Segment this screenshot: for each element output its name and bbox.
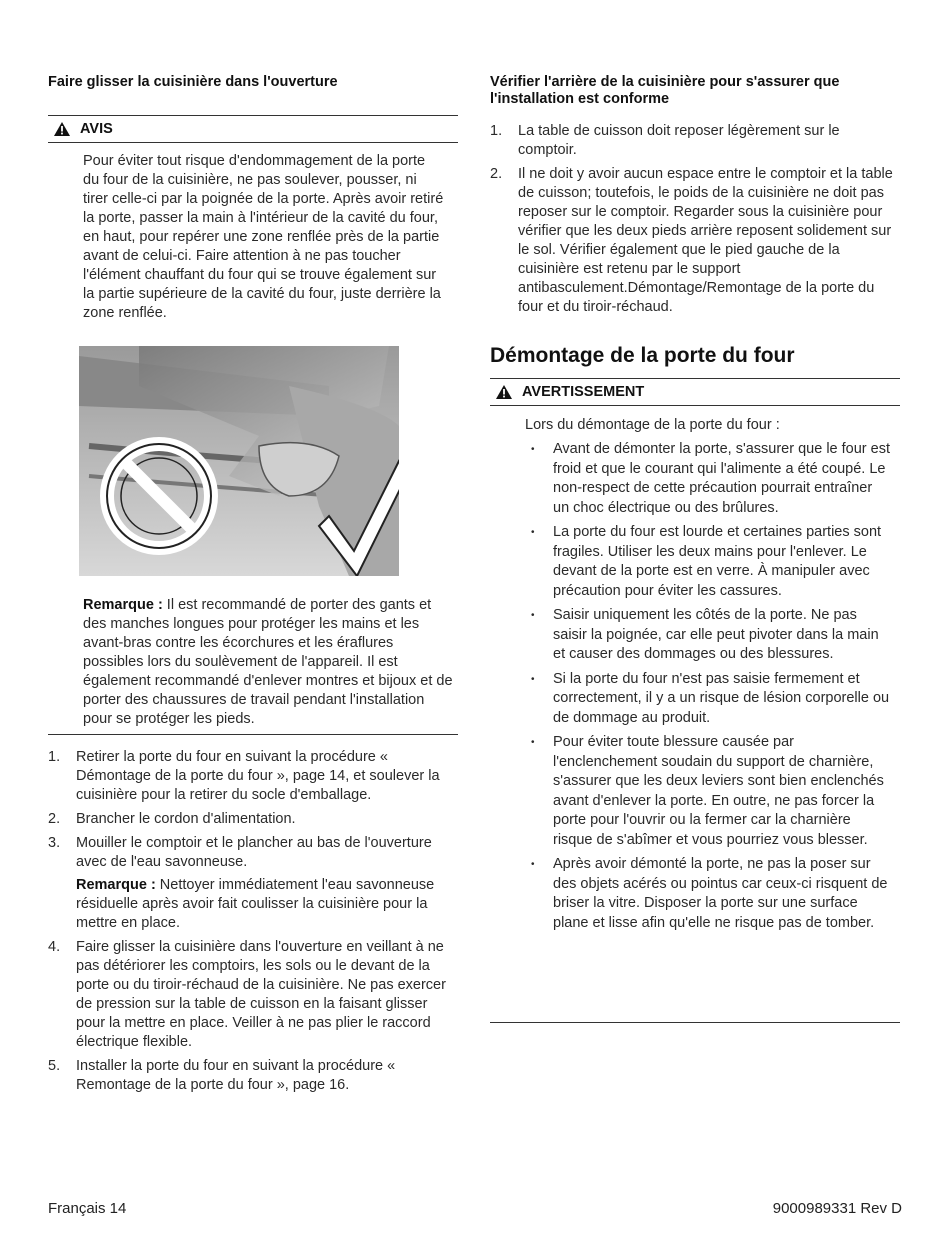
warning-header xyxy=(490,378,900,406)
illustration-svg xyxy=(79,346,399,576)
page-section-title: Démontage de la porte du four xyxy=(490,344,795,367)
notice-text: Pour éviter tout risque d'endommagement de la porte du four de la cuisinière, ne pas soulever, pousser, ni tirer celle-ci par la poignée de la porte. Après avoir retiré la porte, passer la main à l'intérieur de la cavité du four, en haut, pour repérer une zone renflée près de la partie avant de celui-ci. Faire attention à ne pas toucher l'élément chauffant du four qui se trouve également sur la partie supérieure de la cavité du four, juste derrière la zone renflée. xyxy=(83,153,444,321)
warning-label: AVERTISSEMENT xyxy=(522,384,645,400)
list-item: 5. Installer la porte du four en suivant la procédure « Remontage de la porte du four », page 16. xyxy=(48,1058,396,1093)
step3-remark: Remarque : Nettoyer immédiatement l'eau savonneuse résiduelle après avoir fait coulisser la cuisinière pour la mettre en place. xyxy=(76,877,435,931)
warning-triangle-icon xyxy=(54,122,70,136)
list-item: 3. Mouiller le comptoir et le plancher au bas de l'ouverture avec de l'eau savonneuse. Remarque : Nettoyer immédiatement l'eau savonneuse résiduelle après avoir fait coulisser la cuisinière pour la mettre en place. xyxy=(48,834,458,933)
list-item: • La porte du four est lourde et certaines parties sont fragiles. Utiliser les deux mains pour l'enlever. Le devant de la porte est en verre. À manipuler avec précaution pour éviter les cassures. xyxy=(531,524,882,599)
list-item: 2. Il ne doit y avoir aucun espace entre le comptoir et la table de cuisson; toutefois, le poids de la cuisinière ne doit pas reposer sur le comptoir. Regarder sous la cuisinière pour vérifier que les deux pieds arrière reposent solidement sur le sol. Vérifier également que le pied gauche de la cuisinière est retenu par le support antibasculement.Démontage/Remontage de la porte du four et du tiroir-réchaud. xyxy=(490,166,893,315)
notice-label: AVIS xyxy=(80,121,113,137)
list-item: • Pour éviter toute blessure causée par l'enclenchement soudain du support de charnière, s'assurer que les deux leviers sont bien enclenchés avant d'enlever la porte. En outre, ne pas forcer la porte pour l'ouvrir ou la fermer car la charnière risque de s'abîmer et vous pourriez vous blesser. xyxy=(531,734,884,848)
section-heading-slide-range: Faire glisser la cuisinière dans l'ouverture xyxy=(48,74,338,90)
warning-triangle-icon xyxy=(496,385,512,399)
list-item: 4. Faire glisser la cuisinière dans l'ouverture en veillant à ne pas détériorer les comptoirs, les sols ou le devant de la porte ou du tiroir-réchaud de la cuisinière. Ne pas exercer de pression sur la table de cuisson en la faisant glisser pour la mettre en place. Veiller à ne pas plier le raccord électrique flexible. xyxy=(48,939,446,1050)
warning-bottom-rule xyxy=(490,1022,900,1023)
warning-intro: Lors du démontage de la porte du four : xyxy=(525,417,780,433)
list-item: • Avant de démonter la porte, s'assurer que le four est froid et que le courant qui l'alimente a été coupé. Le non-respect de cette précaution pourrait entraîner un choc électrique ou des brûlures. xyxy=(531,441,890,516)
illustration-oven-cavity xyxy=(79,346,399,576)
footer-doc-number: 9000989331 Rev D xyxy=(772,1200,902,1217)
notice-header xyxy=(48,115,458,143)
list-item: 2. Brancher le cordon d'alimentation. xyxy=(48,811,296,827)
list-item: • Si la porte du four n'est pas saisie fermement et correctement, il y a un risque de lésion corporelle ou de dommage au produit. xyxy=(531,670,890,726)
list-item: • Saisir uniquement les côtés de la porte. Ne pas saisir la poignée, car elle peut pivoter dans la main et causer des dommages ou des blessures. xyxy=(531,607,879,662)
check-steps-list xyxy=(490,122,900,322)
right-column xyxy=(490,72,900,1072)
install-steps-list xyxy=(48,748,458,1100)
remark-label: Remarque : xyxy=(83,597,163,613)
notice-bottom-rule xyxy=(48,734,458,735)
list-item: • Après avoir démonté la porte, ne pas la poser sur des objets acérés ou pointus car ceux-ci risquent de briser la vitre. Disposer la porte sur une surface plane et lisse afin qu'elle ne risque pas de tomber. xyxy=(531,856,888,931)
remark-paragraph xyxy=(83,596,453,729)
list-item: 1. Retirer la porte du four en suivant la procédure « Démontage de la porte du four », page 14, et soulever la cuisinière pour la retirer du socle d'emballage. xyxy=(48,749,440,803)
list-item: 1. La table de cuisson doit reposer légèrement sur le comptoir. xyxy=(490,123,840,158)
warning-bullets xyxy=(525,440,890,938)
left-column xyxy=(48,72,458,1132)
section-heading-check-rear: Vérifier l'arrière de la cuisinière pour s'assurer que l'installation est conforme xyxy=(490,74,840,107)
remark-text: Il est recommandé de porter des gants et des manches longues pour protéger les mains et les avant-bras contre les écorchures et les éraflures possibles lors du soulèvement de l'appareil. Il est également recommandé d'enlever montres et bijoux et de porter des chaussures de travail pendant l'installation pour se protéger les pieds. xyxy=(83,597,453,727)
footer-page-label: Français 14 xyxy=(48,1200,127,1217)
